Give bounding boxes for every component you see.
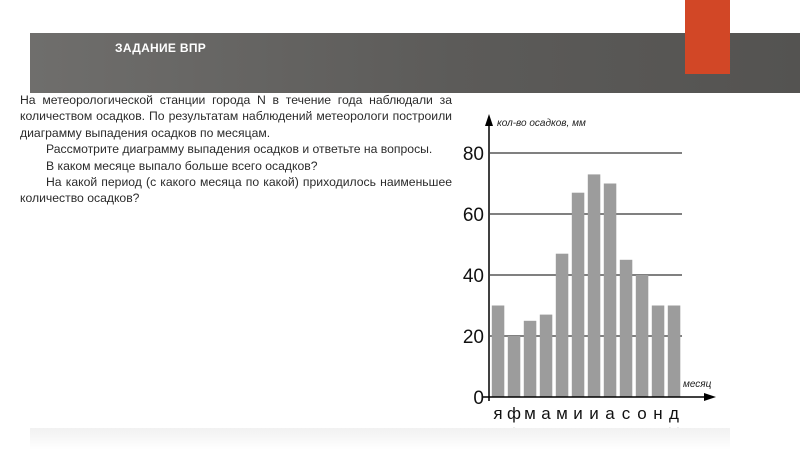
bar [588, 174, 601, 397]
x-tick-label: и [573, 404, 583, 423]
x-tick-labels [493, 404, 679, 423]
x-tick-label: м [524, 404, 536, 423]
bar [556, 254, 569, 397]
task-question-2: На какой период (с какого месяца по какой) приходилось наименьшее количество осадков? [20, 175, 452, 206]
y-tick-label: 0 [473, 388, 484, 409]
x-tick-label: н [653, 404, 663, 423]
bar [524, 321, 537, 397]
x-tick-label: я [493, 404, 503, 423]
slide-title: ЗАДАНИЕ ВПР [115, 41, 207, 55]
bar [668, 306, 681, 398]
y-axis-arrow-icon [485, 114, 493, 126]
x-axis-label: месяц [683, 379, 712, 390]
bar [652, 306, 665, 398]
bars [492, 174, 681, 397]
y-tick-labels [463, 144, 484, 409]
x-axis-arrow-icon [704, 393, 716, 401]
x-tick-label: а [605, 404, 615, 423]
y-tick-label: 60 [462, 205, 484, 226]
y-tick-label: 40 [462, 266, 484, 287]
y-tick-label: 80 [462, 144, 484, 165]
bar [540, 315, 553, 397]
x-tick-label: ф [507, 404, 521, 423]
bar [636, 275, 649, 397]
slide-reflection [30, 428, 730, 450]
bar [604, 184, 617, 398]
x-tick-label: и [589, 404, 599, 423]
x-tick-label: д [669, 404, 679, 423]
bar [620, 260, 633, 397]
x-tick-label: а [541, 404, 551, 423]
y-tick-label: 20 [462, 327, 484, 348]
task-paragraph-intro: На метеорологической станции города N в течение года наблюдали за количеством осадков. По результатам наблюдений метеорологи построили диаграмму выпадения осадков по месяцам. [20, 93, 452, 140]
bar [508, 336, 521, 397]
bar [572, 193, 585, 397]
x-tick-label: м [556, 404, 568, 423]
x-tick-label: с [621, 404, 631, 423]
bar [492, 306, 505, 398]
y-axis-label: кол-во осадков, мм [497, 118, 586, 129]
task-question-1: В каком месяце выпало больше всего осадков? [46, 158, 318, 173]
task-paragraph-instruction: Рассмотрите диаграмму выпадения осадков и ответьте на вопросы. [46, 142, 433, 157]
x-tick-label: о [637, 404, 647, 423]
